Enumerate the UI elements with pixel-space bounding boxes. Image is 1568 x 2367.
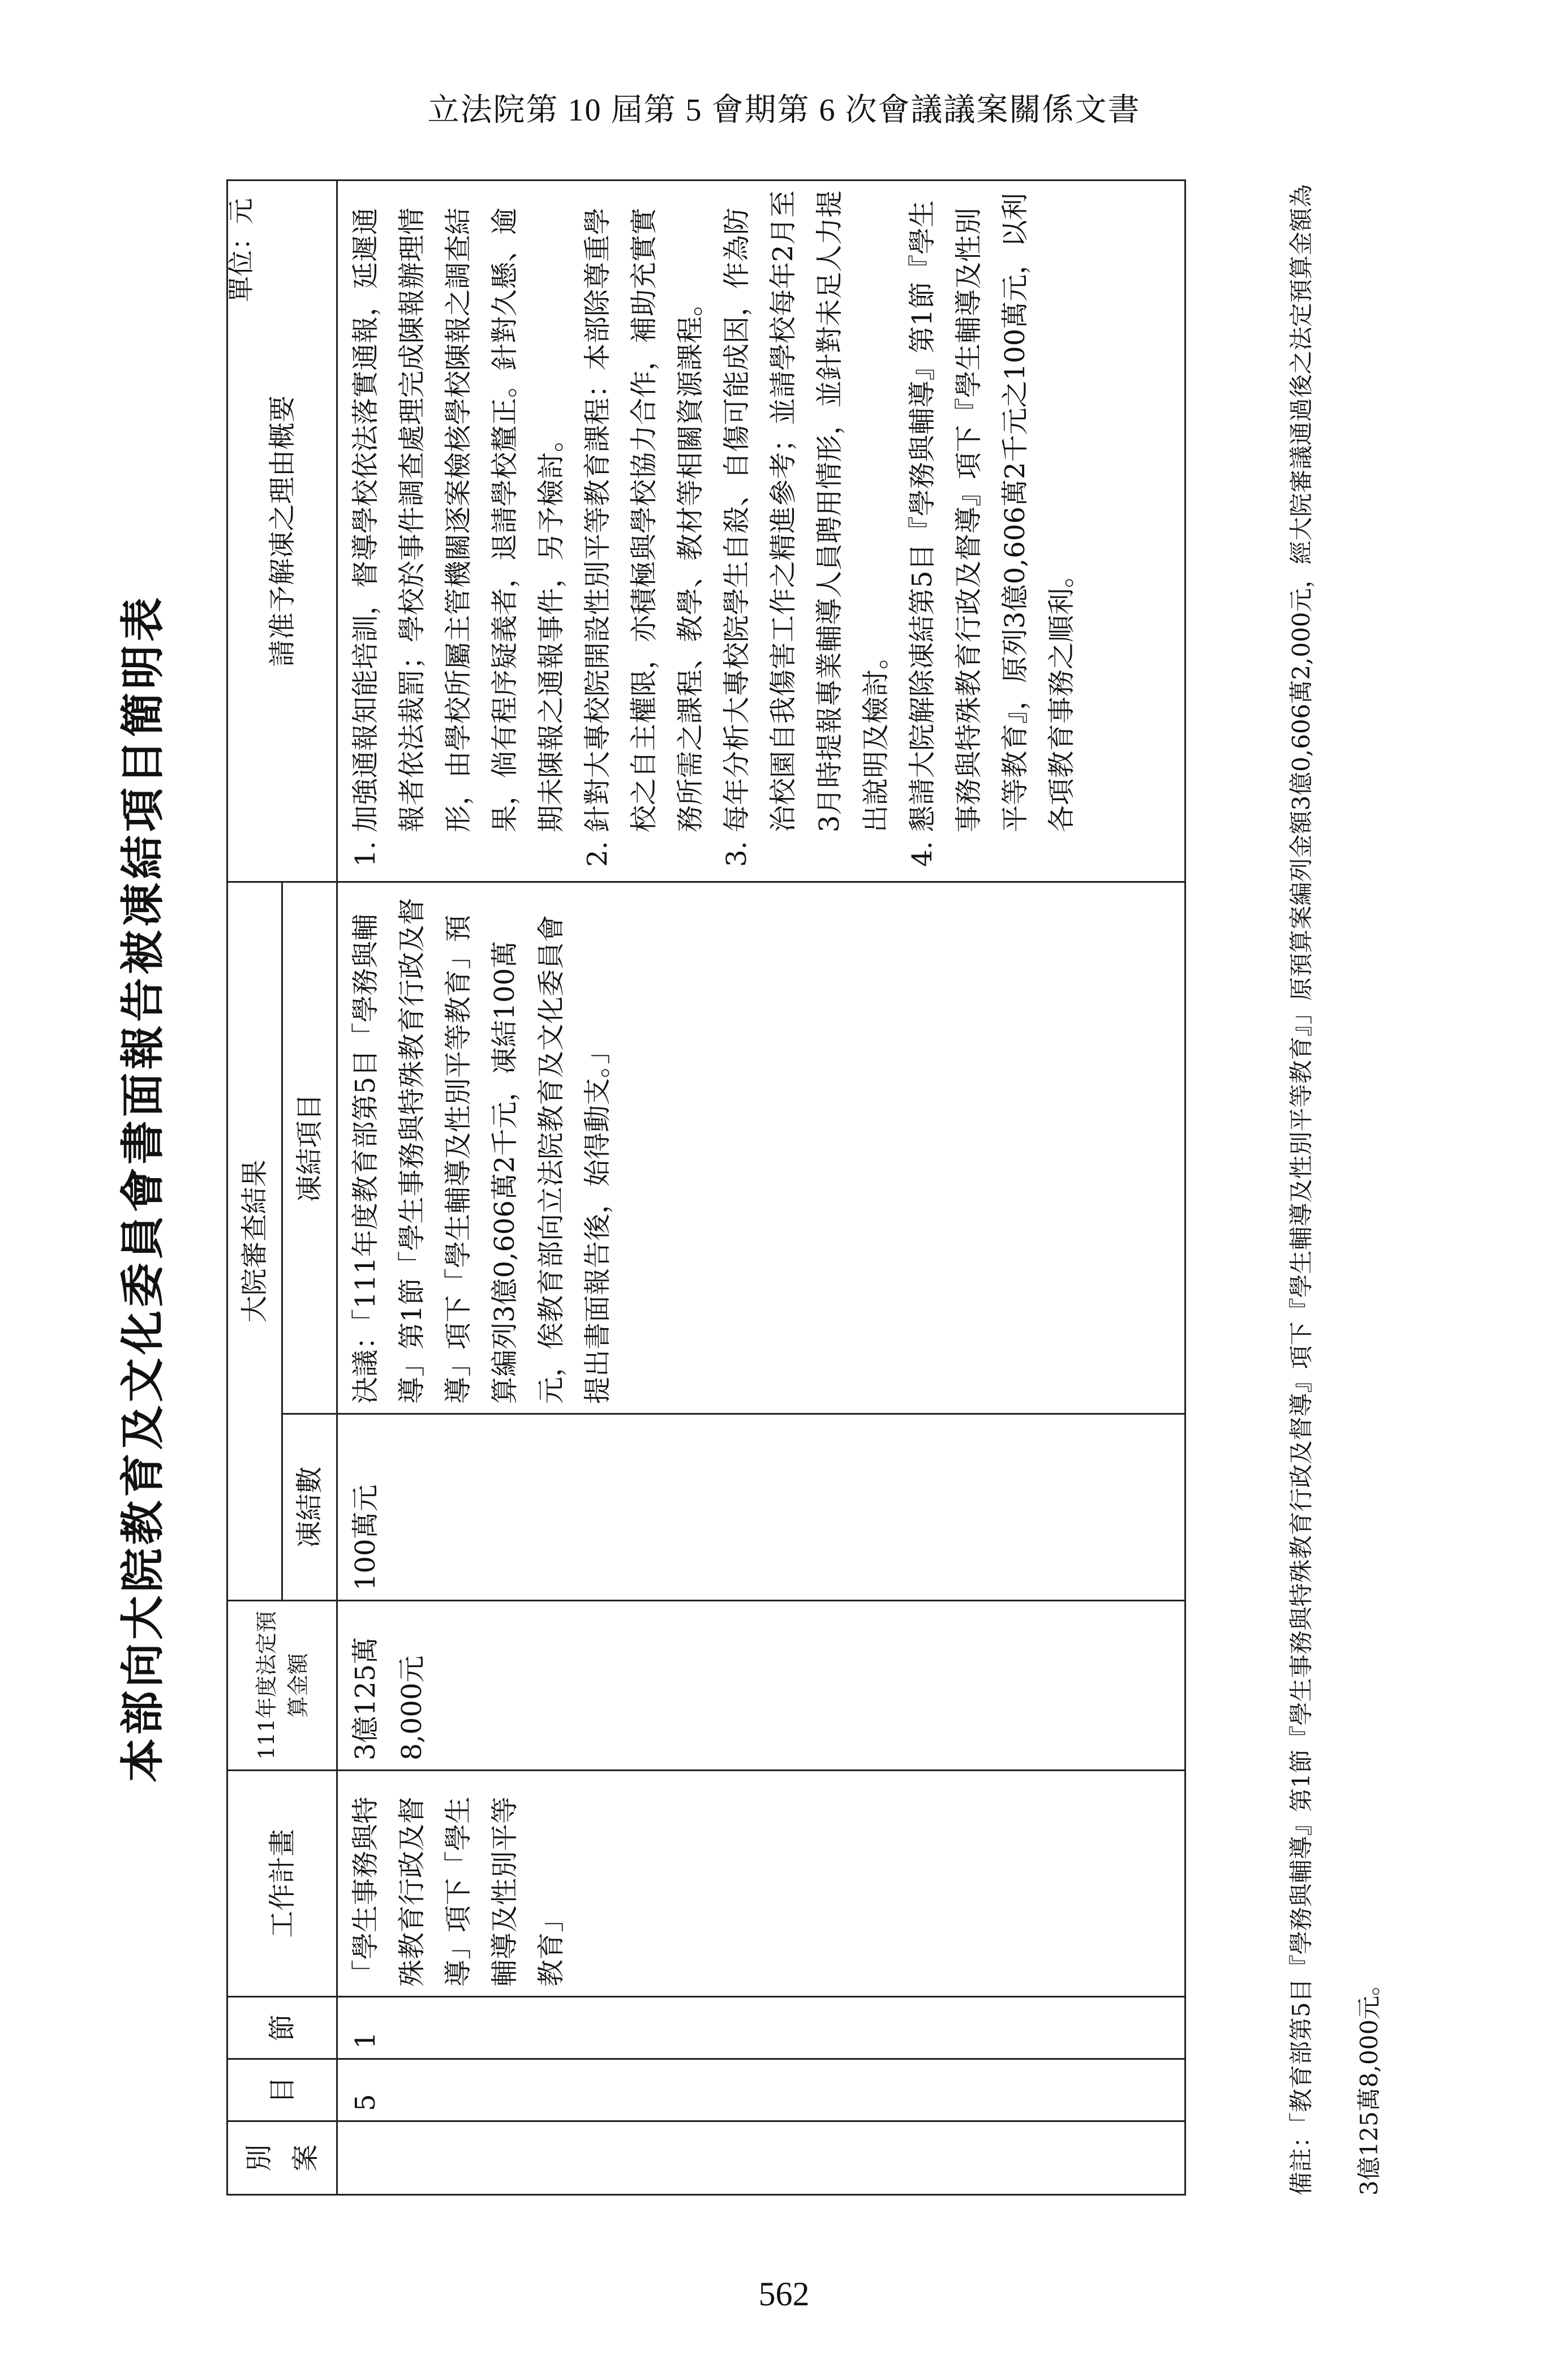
cell-item: 5 [337,2059,1185,2121]
cell-reasons [337,180,1185,882]
page-title: 本部向大院教育及文化委員會書面報告被凍結項目簡明表 [117,594,169,1783]
reason-list [342,190,1085,872]
th-frozen-item: 凍結項目 [282,882,337,1414]
document-header: 立法院第 10 屆第 5 會期第 6 次會議議案關係文書 [427,93,1141,128]
cell-category [337,2121,1185,2195]
table-row [337,180,1185,2194]
reason-item-1: 1. 加強通報知能培訓，督導學校依法落實通報，延遲通報者依法裁罰；學校於事件調查處理完成陳報辦理情形，由學校所屬主管機關逐案檢核學校陳報之調查結果，倘有程序疑義者，退請學校釐正。針對久懸、逾期未陳報之通報事件，另予檢討。 [342,190,574,832]
page-number: 562 [758,2275,810,2313]
reason-item-3: 3. 每年分析大專校院學生自殺、自傷可能成因，作為防治校園自我傷害工作之精進參考；並請學校每年2月至3月時提報專業輔導人員聘用情形，並針對未足人力提出說明及檢討。 [714,190,899,832]
cell-budget: 3億125萬8,000元 [337,1601,1185,1771]
th-reason: 請准予解凍之理由概要 [227,180,337,882]
th-category: 別 案 [227,2121,337,2195]
remark-note: 備註：「教育部第5目『學務與輔導』第1節『學生事務與特殊教育行政及督導』項下『學生輔導及性別平等教育』」原預算案編列金額3億0,606萬2,000元，經大院審議通過後之法定預算金額為3億125萬8,000元。 [1287,184,1383,2196]
th-item: 目 [227,2059,337,2121]
th-budget: 111年度法定預算金額 [227,1601,337,1771]
cell-frozen-amount: 100萬元 [337,1414,1185,1601]
th-work-plan: 工作計畫 [227,1771,337,1997]
th-section: 節 [227,1997,337,2059]
reason-item-2: 2. 針對大專校院開設性別平等教育課程：本部除尊重學校之自主權限，亦積極與學校協力合作，補助充實實務所需之課程、教學、教材等相關資源課程。 [574,190,714,832]
frozen-items-table [226,181,1186,2196]
unit-label: 單位：元 [226,198,256,302]
cell-frozen-item: 決議：「111年度教育部第5目「學務與輔導」第1節「學生事務與特殊教育行政及督導」項下「學生輔導及性別平等教育」預算編列3億0,606萬2千元，凍結100萬元，俟教育部向立法院教育及文化委員會提出書面報告後，始得動支。」 [337,882,1185,1414]
reason-item-4: 4. 懇請大院解除凍結第5目『學務與輔導』第1節『學生事務與特殊教育行政及督導』項下『學生輔導及性別平等教育』，原列3億0,606萬2千元之100萬元，以利各項教育事務之順利。 [899,190,1085,832]
rotated-table-page [108,181,1477,2196]
th-review-result: 大院審查結果 [227,882,282,1600]
header-row-1 [227,180,282,2194]
cell-section: 1 [337,1997,1185,2059]
cell-work-plan: 「學生事務與特殊教育行政及督導」項下「學生輔導及性別平等教育」 [337,1771,1185,1997]
th-frozen-amount: 凍結數 [282,1414,337,1601]
